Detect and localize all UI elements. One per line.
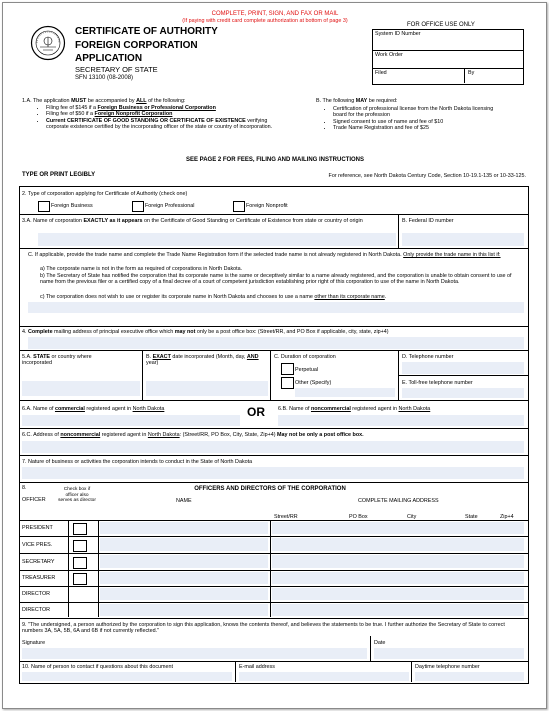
foreign-professional-checkbox[interactable] <box>132 201 144 212</box>
secretary-director-checkbox[interactable] <box>73 557 87 569</box>
contact-name-label: 10. Name of person to contact if questions about this document <box>22 664 174 670</box>
col-zip: Zip+4 <box>500 514 514 520</box>
contact-name-field[interactable] <box>22 672 232 681</box>
sec6a-label: 6.A. Name of commercial registered agent in North Dakota <box>22 406 165 412</box>
form-number: SFN 13100 (08-2008) <box>75 75 134 81</box>
col-city: City <box>407 514 417 520</box>
treasurer-director-checkbox[interactable] <box>73 573 87 585</box>
telephone-field[interactable] <box>402 362 524 374</box>
foreign-business-label: Foreign Business <box>51 203 93 209</box>
sec3b-label: B. Federal ID number <box>402 218 454 224</box>
col-state: State <box>465 514 478 520</box>
director2-address-field[interactable] <box>272 604 524 616</box>
sec5a-label: 5.A. STATE or country where incorporated <box>22 354 92 367</box>
date-incorporated-field[interactable] <box>146 381 268 396</box>
notice-line-1: COMPLETE, PRINT, SIGN, AND FAX OR MAIL <box>211 11 339 17</box>
title-line-2: FOREIGN CORPORATION <box>75 40 198 51</box>
agent-address-field[interactable] <box>22 441 524 453</box>
secretary-name-field[interactable] <box>100 555 268 568</box>
trade-name-field[interactable] <box>28 302 524 313</box>
director-check-note: Check box if officer also serves as director <box>58 487 96 504</box>
system-id-label: System ID Number <box>375 31 421 37</box>
nature-of-business-field[interactable] <box>22 467 524 479</box>
email-label: E-mail address <box>239 664 275 670</box>
daytime-phone-field[interactable] <box>415 672 524 681</box>
notice-line-2: (If paying with credit card complete authorization at bottom of page 3) <box>182 18 348 24</box>
foreign-nonprofit-checkbox[interactable] <box>233 201 245 212</box>
corporation-name-field[interactable] <box>38 233 396 246</box>
secC-item-c: c) The corporation does not wish to use or register its corporate name in North Dakota and chooses to use a name other than its corporate name. <box>40 294 387 300</box>
sec4-label: 4. Complete mailing address of principal executive office which may not only be a post office box: (Street/RR, and PO Box if applicable, city, state, zip+4) <box>22 329 389 335</box>
date-label: Date <box>374 640 386 646</box>
president-address-field[interactable] <box>272 522 524 534</box>
signature-field[interactable] <box>22 648 367 659</box>
signature-label: Signature <box>22 640 46 646</box>
req-a-fee1: • Filing fee of $145 if a Foreign Business or Professional Corporation <box>46 105 284 111</box>
toll-free-field[interactable] <box>402 388 524 398</box>
req-a-list <box>38 105 284 131</box>
sec3a-label: 3.A. Name of corporation EXACTLY as it appears on the Certificate of Good Standing or Certificate of Existence from state or country of origin <box>22 218 363 224</box>
filed-label: Filed <box>375 70 387 76</box>
treasurer-name-field[interactable] <box>100 572 268 584</box>
daytime-phone-label: Daytime telephone number <box>415 664 480 670</box>
email-field[interactable] <box>239 672 409 681</box>
sec8-title: OFFICERS AND DIRECTORS OF THE CORPORATION <box>194 486 346 492</box>
req-b-list <box>325 106 495 132</box>
officer-director-2: DIRECTOR <box>22 607 51 613</box>
col-pobox: PO Box <box>349 514 368 520</box>
req-a-intro: 1.A. The application MUST be accompanied by ALL of the following: <box>22 98 186 104</box>
state-incorporated-field[interactable] <box>22 381 140 396</box>
president-director-checkbox[interactable] <box>73 523 87 535</box>
name-col-header: NAME <box>176 498 192 504</box>
treasurer-address-field[interactable] <box>272 572 524 584</box>
see-page2-note: SEE PAGE 2 FOR FEES, FILING AND MAILING INSTRUCTIONS <box>185 157 364 163</box>
sec5d-label: D. Telephone number <box>402 354 454 360</box>
other-duration-field[interactable] <box>295 388 395 397</box>
foreign-business-checkbox[interactable] <box>38 201 50 212</box>
vice-president-director-checkbox[interactable] <box>73 540 87 552</box>
by-label: By <box>468 70 475 76</box>
req-a-cert: • Current CERTIFICATE OF GOOD STANDING OR CERTIFICATE OF EXISTENCE verifying corporate existence certified by the incorporating officer of the state or country of incorporation. <box>46 118 284 131</box>
officer-treasurer: TREASURER <box>22 575 56 581</box>
office-use-title: FOR OFFICE USE ONLY <box>407 22 475 28</box>
sec2-label: 2. Type of corporation applying for Certificate of Authority (check one) <box>22 191 188 197</box>
req-a-fee2: • Filing fee of $50 if a Foreign Nonprofit Corporation <box>46 111 284 117</box>
title-line-3: APPLICATION <box>75 53 143 64</box>
req-b-item2: • Signed consent to use of name and fee of $10 <box>333 119 495 125</box>
state-seal-icon <box>30 25 66 61</box>
perpetual-checkbox[interactable] <box>281 363 294 375</box>
sec9-statement: 9. "The undersigned, a person authorized by the corporation to sign this application, knows the contents thereof, and believes the statements to be true. I further authorize the Secretary of State to correct numbers 3A, 5A, 5B, 6A and 6B if not currently reflected." <box>22 622 505 635</box>
vice-president-name-field[interactable] <box>100 538 268 551</box>
title-line-1: CERTIFICATE OF AUTHORITY <box>75 26 218 37</box>
other-duration-label: Other (Specify) <box>295 380 332 386</box>
sec5c-label: C. Duration of corporation <box>274 354 336 360</box>
secC-item-b: b) The Secretary of State has notified the corporation that its corporate name is the same or deceptively similar to a name already registered, and the corporation is unable to obtain consent to use of name from the previous filer or a certified copy of a final decree of a court of competent jurisdiction establishing prior right of this corporation to use of the name in North Dakota. <box>40 273 512 286</box>
address-col-header: COMPLETE MAILING ADDRESS <box>358 498 439 504</box>
officer-vice-president: VICE PRES. <box>22 542 53 548</box>
president-name-field[interactable] <box>100 522 268 534</box>
req-b-item3: • Trade Name Registration and fee of $25 <box>333 125 495 131</box>
perpetual-label: Perpetual <box>295 367 319 373</box>
work-order-label: Work Order <box>375 52 403 58</box>
date-field[interactable] <box>374 648 524 659</box>
or-divider: OR <box>247 405 265 419</box>
secretary-address-field[interactable] <box>272 555 524 568</box>
type-print-note: TYPE OR PRINT LEGIBLY <box>22 172 96 178</box>
req-b-intro: B. The following MAY be required: <box>316 98 398 104</box>
officer-col-header: OFFICER <box>22 497 46 503</box>
other-duration-checkbox[interactable] <box>281 377 294 389</box>
sec8-number: 8. <box>22 485 27 491</box>
secC-item-a: a) The corporate name is not in the form as required of corporations in North Dakota. <box>40 266 243 272</box>
reference-note: For reference, see North Dakota Century Code, Section 10-19.1-135 or 10-33-125. <box>328 173 526 179</box>
federal-id-field[interactable] <box>402 233 524 246</box>
director2-name-field[interactable] <box>100 604 268 616</box>
commercial-agent-field[interactable] <box>22 415 240 426</box>
officer-secretary: SECRETARY <box>22 559 55 565</box>
officer-president: PRESIDENT <box>22 525 53 531</box>
req-b-item1: • Certification of professional license from the North Dakota licensing board for the profession <box>333 106 495 119</box>
sec5b-label: B. EXACT date incorporated (Month, day, AND year) <box>146 354 259 367</box>
sec7-label: 7. Nature of business or activities the corporation intends to conduct in the State of North Dakota <box>22 459 253 465</box>
officer-director-1: DIRECTOR <box>22 591 51 597</box>
col-street: Street/RR <box>274 514 298 520</box>
director1-address-field[interactable] <box>272 588 524 600</box>
director1-name-field[interactable] <box>100 588 268 600</box>
secC-intro: C. If applicable, provide the trade name and complete the Trade Name Registration form if the selected trade name is not already registered in North Dakota. Only provide the trade name in this list if: <box>28 252 501 258</box>
vice-president-address-field[interactable] <box>272 538 524 551</box>
sec5e-label: E. Toll-free telephone number <box>402 380 473 386</box>
sec6c-label: 6.C. Address of noncommercial registered agent in North Dakota: (Street/RR, PO Box, City, State, Zip+4) May not be only a post office box. <box>22 432 364 438</box>
foreign-professional-label: Foreign Professional <box>145 203 195 209</box>
noncommercial-agent-field[interactable] <box>278 415 524 426</box>
foreign-nonprofit-label: Foreign Nonprofit <box>246 203 288 209</box>
sec6b-label: 6.B. Name of noncommercial registered agent in North Dakota <box>278 406 431 412</box>
principal-address-field[interactable] <box>28 337 524 349</box>
office-name: SECRETARY OF STATE <box>75 65 158 74</box>
